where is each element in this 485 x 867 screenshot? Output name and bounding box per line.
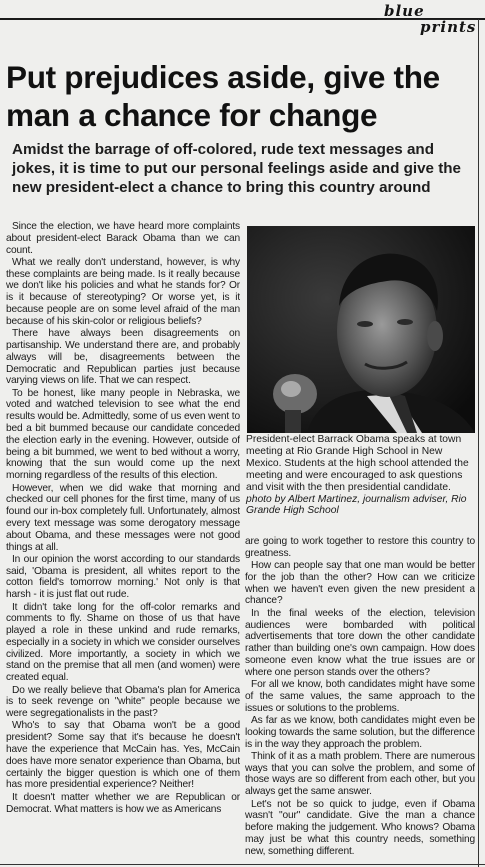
paragraph: Who's to say that Obama won't be a good president? Some say that it's because he doesn't have the experience that McCain has. Yes, McCain does have more senator experience than Obama, but certainly the bigger question is which one of them has more presidential experience? Neither! (6, 720, 240, 791)
paragraph: In the final weeks of the election, television audiences were bombarded with political advertisements that tore down the other candidate rather than building one's own campaign. How does someone even know what the true issues are or where one person stands over the others? (245, 607, 475, 678)
paragraph: Let's not be so quick to judge, even if Obama wasn't "our" candidate. Give the man a chance before making the judgement. Who knows? Obama may just be what this country needs, something new, something different. (245, 798, 475, 857)
paragraph: are going to work together to restore this country to greatness. (245, 536, 475, 559)
paragraph: How can people say that one man would be better for the job than the other? How can we criticize when we haven't even given the new president a chance? (245, 560, 475, 607)
news-photo (247, 226, 475, 433)
photo-caption (246, 434, 477, 517)
headline: Put prejudices aside, give the man a chance for change (6, 59, 440, 133)
paragraph: However, when we did wake that morning and checked our cell phones for the first time, many of us found our in-box completely full. Unfortunately, almost every text message was some derogatory message about Obama, and these messages were not good things at all. (6, 482, 240, 553)
paragraph: To be honest, like many people in Nebraska, we voted and watched television to see what the end results would be. Admittedly, some of us even went to bed a bit bummed because our candidate conceded the election early in the evening. However, outside of being a bit bummed, we went to bed without a worry, knowing that the sun would come up the next morning regardless of the results of this election. (6, 387, 240, 482)
section-label-line2: prints (420, 18, 477, 36)
paragraph: Since the election, we have heard more complaints about president-elect Barack Obama than we can count. (6, 221, 240, 256)
caption-text: President-elect Barrack Obama speaks at town meeting at Rio Grande High School in New Mexico. Students at the high school attended the meeting and were encouraged to ask questions and visit with the then presidential candidate. (246, 434, 469, 493)
paragraph: There have always been disagreements on partisanship. We understand there are, and probably always will be, disagreements between the Democratic and Republican parties just because varying views on life. That we can respect. (6, 328, 240, 387)
bottom-border (0, 864, 485, 865)
body-column-right (245, 536, 475, 861)
obama-portrait-image (247, 226, 475, 433)
paragraph: As far as we know, both candidates might even be looking towards the same solution, but the difference is in the way they approach the problem. (245, 714, 475, 750)
paragraph: What we really don't understand, however, is why these complaints are being made. Is it really because we don't like his policies and what he stands for? Or is it because of stereotyping? Or worse yet, is it because people are on some level afraid of the man because of his skin-color or religious beliefs? (6, 256, 240, 327)
paragraph: It didn't take long for the off-color remarks and comments to fly. Shame on those of us that have played a role in these unkind and rude remarks, especially in a society in which we consider ourselves civilized. More importantly, a society in which we stand on the premise that all men (and women) were created equal. (6, 601, 240, 684)
paragraph: For all we know, both candidates might have some of the same values, the same approach to the issues or solutions to the problems. (245, 679, 475, 714)
paragraph: Do we really believe that Obama's plan for America is to seek revenge on "white" people because we were segregationalists in the past? (6, 684, 240, 720)
paragraph: It doesn't matter whether we are Republican or Democrat. What matters is how we as Americans (6, 791, 240, 815)
paragraph: Think of it as a math problem. There are numerous ways that you can solve the problem, and some of those ways are so different from each other, but you always get the same answer. (245, 750, 475, 798)
paragraph: In our opinion the worst according to our standards said, 'Obama is president, all whites report to the cotton field's tomorrow morning.' Not only is that harsh - it is just flat out rude. (6, 553, 240, 601)
section-label-line1: blue (384, 2, 425, 20)
photo-credit: photo by Albert Martinez, journalism adviser, Rio Grande High School (246, 493, 467, 517)
body-column-left (6, 221, 240, 861)
right-border (478, 19, 479, 867)
deck-subheadline: Amidst the barrage of off-colored, rude text messages and jokes, it is time to put our personal feelings aside and give the new president-elect a chance to bring this country around (12, 141, 461, 196)
